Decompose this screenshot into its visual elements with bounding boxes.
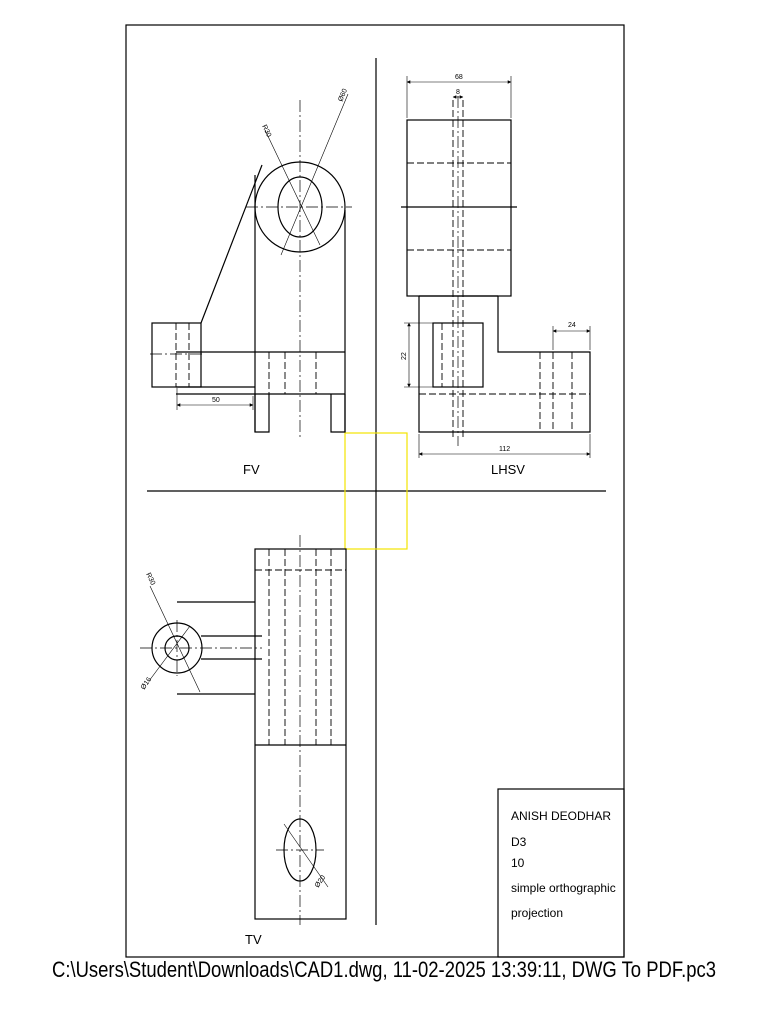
front-right-foot — [331, 394, 345, 432]
top-dim-dia1-text: Ø16 — [139, 676, 154, 692]
title-line2: projection — [511, 906, 564, 920]
front-dim-r-text: R30 — [260, 123, 273, 139]
footer-path: C:\Users\Student\Downloads\CAD1.dwg, 11-02-2025 13:39:11, DWG To PDF.pc3 — [52, 957, 716, 982]
side-view — [401, 74, 590, 458]
side-dim-22-text: 22 — [401, 352, 408, 360]
side-dim-24-text: 24 — [568, 322, 576, 329]
side-view-label: LHSV — [491, 462, 525, 477]
side-dim-112-text: 112 — [499, 446, 511, 453]
side-dim-8-text: 8 — [456, 89, 460, 96]
top-view-label: TV — [245, 932, 262, 947]
front-dim-dia-text: Ø60 — [337, 87, 350, 103]
front-dim-50-text: 50 — [212, 397, 220, 404]
front-tangent-line — [201, 165, 262, 323]
front-view-label: FV — [243, 462, 260, 477]
top-dim-dia2-text: Ø20 — [313, 874, 328, 890]
front-left-foot — [255, 394, 269, 432]
top-lug-leader2 — [149, 626, 190, 681]
title-line1: simple orthographic — [511, 881, 616, 895]
side-upper-block — [407, 120, 511, 296]
side-lower-body — [419, 296, 590, 432]
title-roll: 10 — [511, 856, 525, 870]
title-division: D3 — [511, 835, 527, 849]
side-dim-68-text: 68 — [455, 74, 463, 81]
front-view — [150, 88, 352, 438]
title-name: ANISH DEODHAR — [511, 809, 612, 823]
front-left-lug — [152, 323, 201, 387]
top-dim-r-text: R30 — [144, 571, 157, 587]
top-view — [140, 535, 346, 925]
